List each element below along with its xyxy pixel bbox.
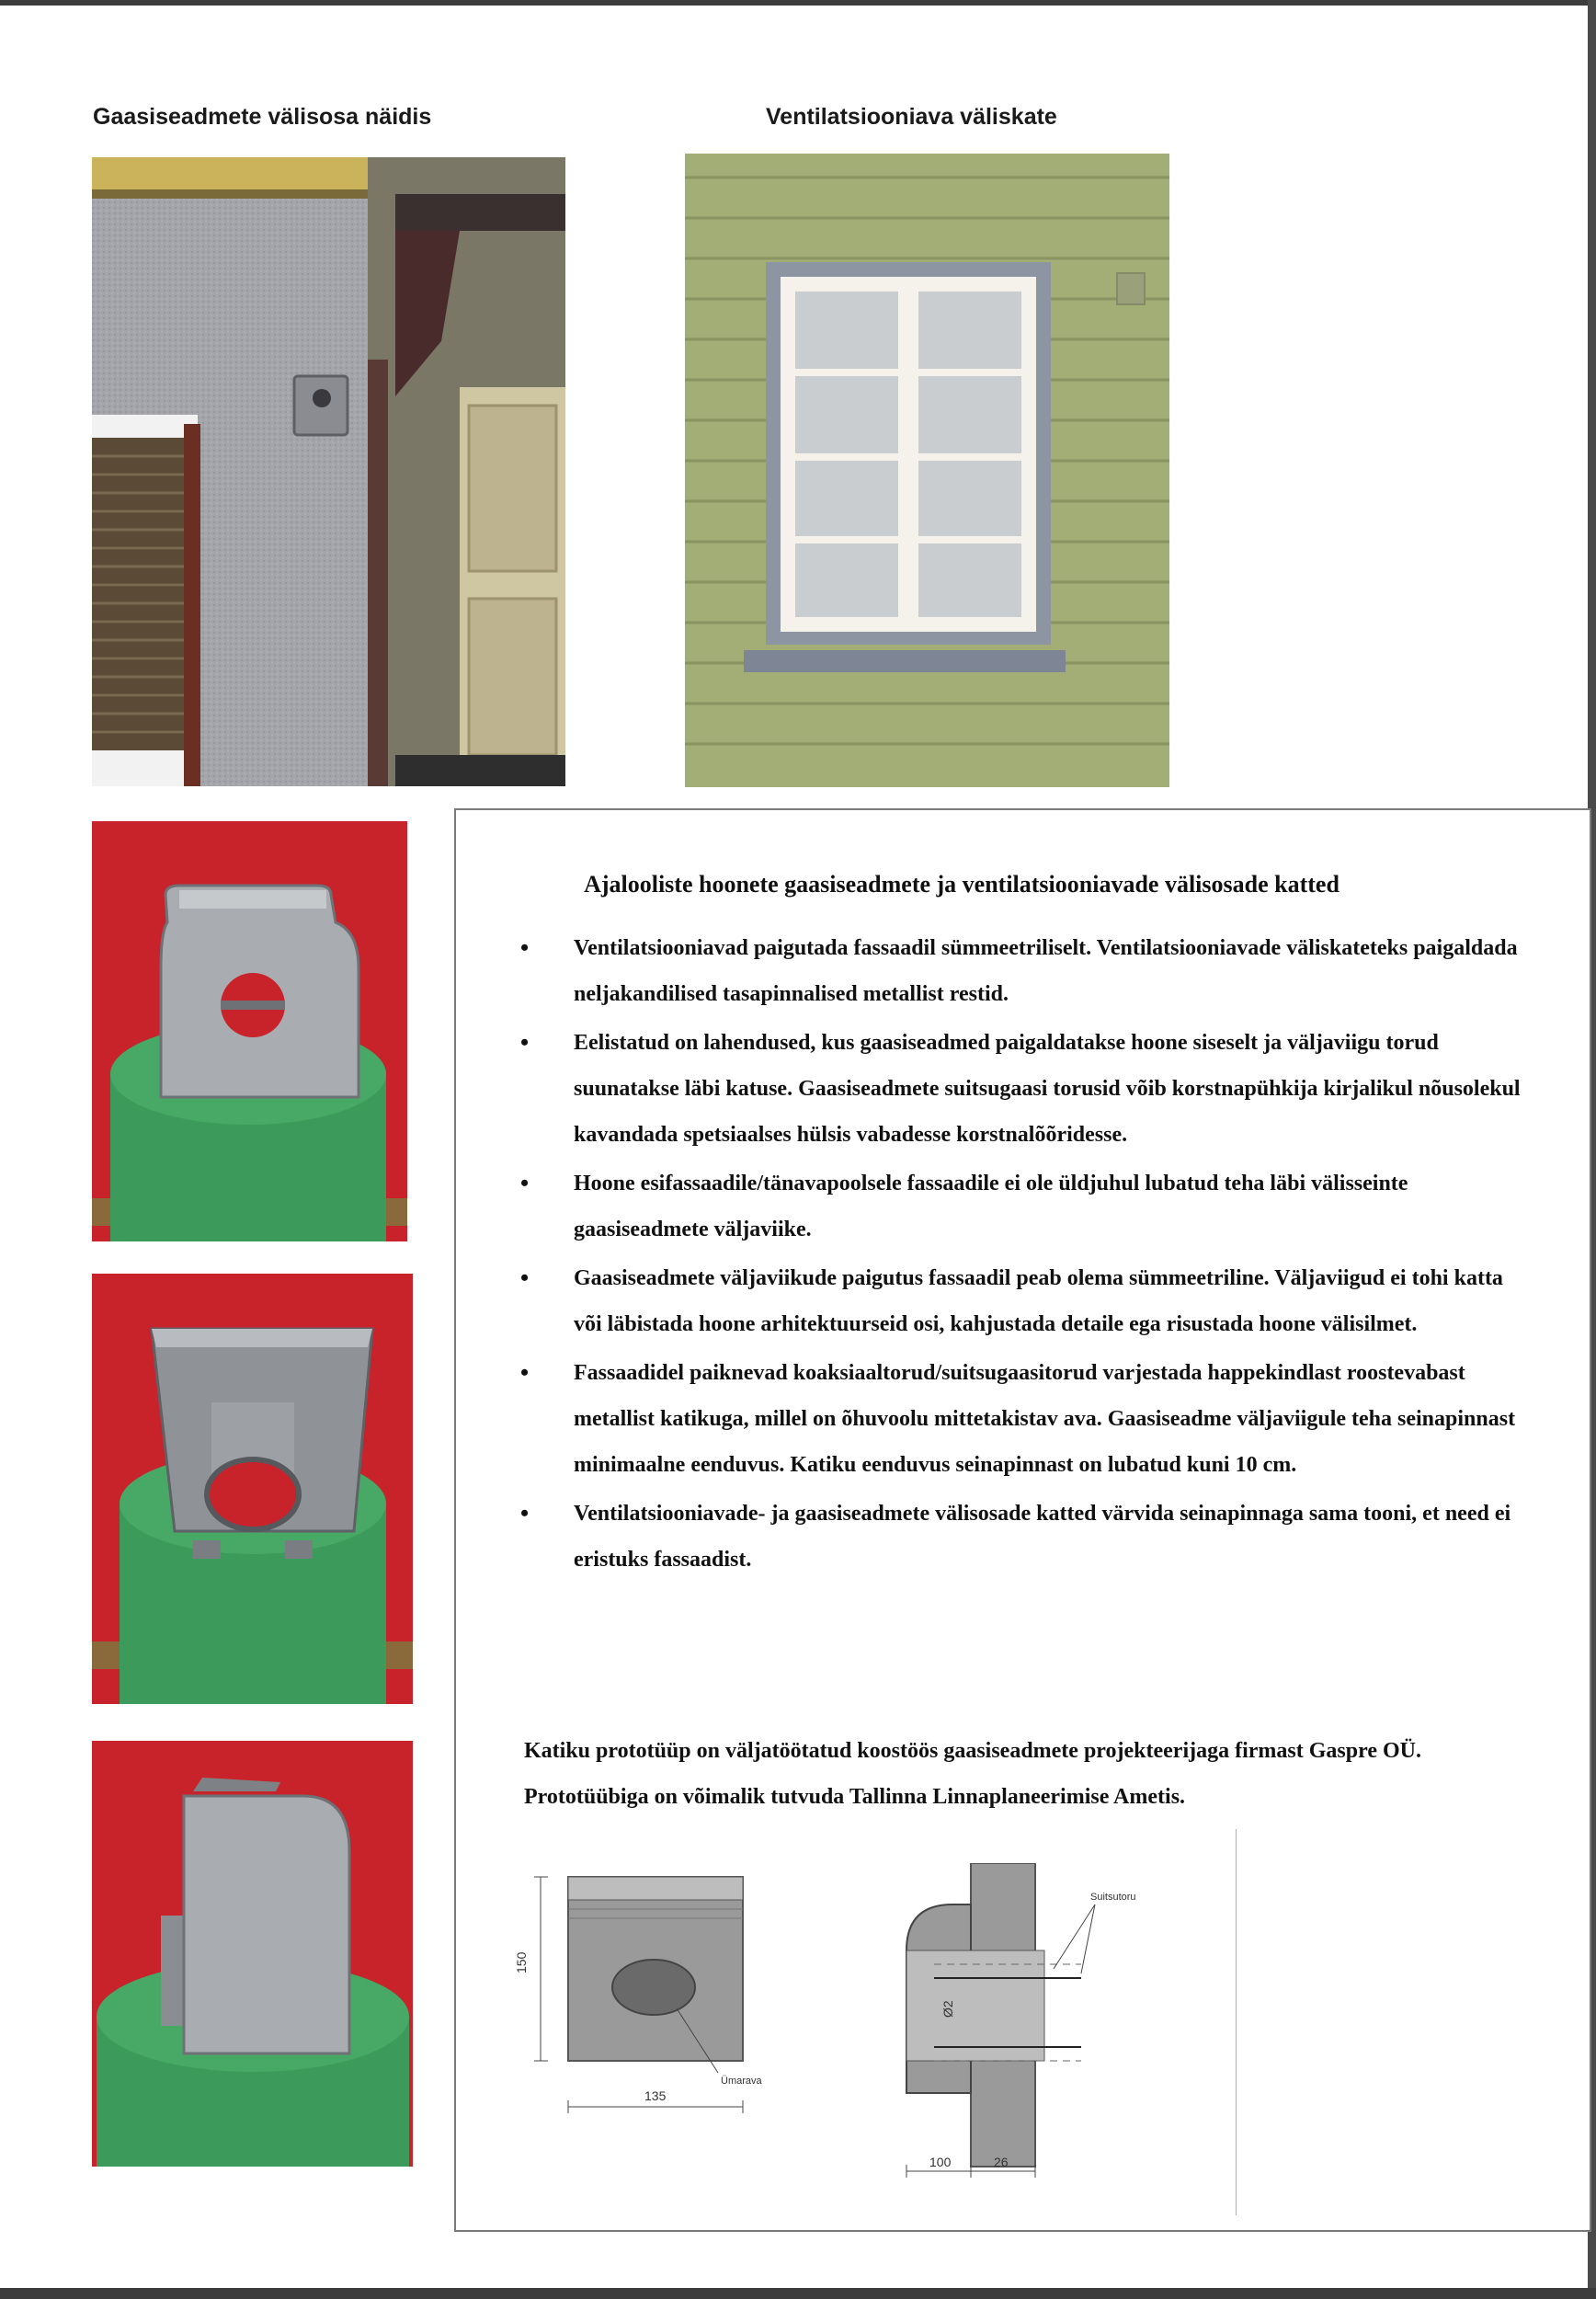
gas-device-example-caption: Gaasiseadmete välisosa näidis xyxy=(93,104,432,130)
vent-cover-caption: Ventilatsiooniava väliskate xyxy=(766,104,1057,130)
opening-label: Ümarava xyxy=(721,2076,762,2087)
prototype-angled-photo xyxy=(92,1274,413,1704)
prototype-front-photo xyxy=(92,821,407,1241)
guideline-item: • Ventilatsiooniavade- ja gaasiseadmete välisosade katted värvida seinapinnaga sama tooni, et need ei eristuks fassaadist. xyxy=(520,1491,1522,1583)
front-view-drawing xyxy=(514,1877,763,2113)
inner-diameter-label: Ø2 xyxy=(940,2000,955,2018)
guidelines-title: Ajalooliste hoonete gaasiseadmete ja ventilatsiooniavade välisosade katted xyxy=(584,871,1340,898)
wall-dimension: 26 xyxy=(994,2155,1009,2169)
vent-cover-facade-photo xyxy=(685,154,1169,787)
prototype-side-photo xyxy=(92,1741,413,2167)
guideline-item: • Hoone esifassaadile/tänavapoolsele fassaadile ei ole üldjuhul lubatud teha läbi välisseinte gaasiseadmete väljaviike. xyxy=(520,1161,1522,1252)
guideline-item: • Gaasiseadmete väljaviikude paigutus fassaadil peab olema sümmeetriline. Väljaviigud ei tohi katta või läbistada hoone arhitektuurseid osi, kahjustada detaile ega risustada hoone välisilmet. xyxy=(520,1255,1522,1347)
technical-drawing xyxy=(493,1863,1247,2203)
guideline-item: • Ventilatsiooniavad paigutada fassaadil sümmeetriliselt. Ventilatsiooniavade väliskateteks paigaldada neljakandilised tasapinnalised metallist restid. xyxy=(520,925,1522,1017)
guideline-item: • Fassaadidel paiknevad koaksiaaltorud/suitsugaasitorud varjestada happekindlast roostevabast metallist katikuga, millel on õhuvoolu mittetakistav ava. Gaasiseadme väljaviigule teha seinapinnast minimaalne eenduvus. Katiku eenduvus seinapinnast on lubatud kuni 10 cm. xyxy=(520,1350,1522,1488)
window-frame-top xyxy=(0,0,1596,6)
gas-device-wall-photo xyxy=(92,157,565,786)
guideline-item: • Eelistatud on lahendused, kus gaasiseadmed paigaldatakse hoone siseselt ja väljaviigu torud suunatakse läbi katuse. Gaasiseadmete suitsugaasi torusid võib korstnapühkija kirjalikul nõusolekul kavandada spetsiaalses hülsis vabadesse korstnalõõridesse. xyxy=(520,1020,1522,1158)
width-dimension: 135 xyxy=(644,2088,667,2103)
window-frame-bottom xyxy=(0,2288,1596,2299)
guidelines-panel xyxy=(454,808,1591,2232)
side-section-drawing xyxy=(906,1863,1136,2178)
guidelines-list xyxy=(520,925,1522,1585)
height-dimension: 150 xyxy=(514,1951,529,1973)
pipe-label: Suitsutoru xyxy=(1090,1892,1136,1903)
depth-dimension: 100 xyxy=(929,2155,952,2169)
prototype-note: Katiku prototüüp on väljatöötatud koostöös gaasiseadmete projekteerijaga firmast Gaspre OÜ. Prototüübiga on võimalik tutvuda Tallinna Linnaplaneerimise Ametis. xyxy=(524,1739,1421,1809)
